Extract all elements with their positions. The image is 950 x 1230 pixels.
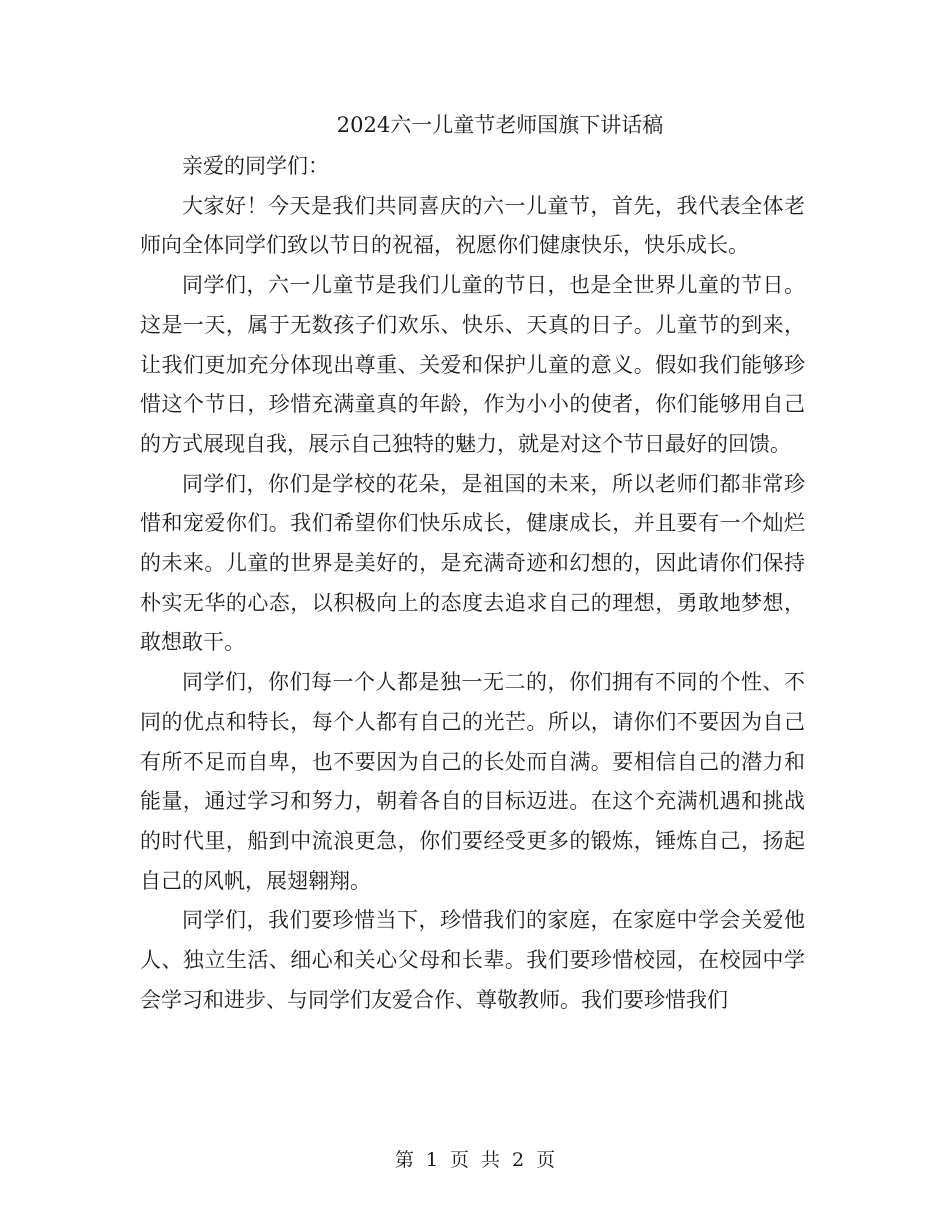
page-footer: 第 1 页 共 2 页 bbox=[394, 1149, 556, 1171]
salutation: 亲爱的同学们： bbox=[182, 154, 329, 178]
paragraph: 同学们，六一儿童节是我们儿童的节日，也是全世界儿童的节日。这是一天，属于无数孩子们欢乐、快乐、天真的日子。儿童节的到来，让我们更加充分体现出尊重、关爱和保护儿童的意义。假如我们能够珍惜这个节日，珍惜充满童真的年龄，作为小小的使者，你们能够用自己的方式展现自我，展示自己独特的魅力，就是对这个节日最好的回馈。 bbox=[140, 273, 805, 456]
document-title: 2024六一儿童节老师国旗下讲话稿 bbox=[336, 113, 664, 137]
paragraph: 同学们，你们每一个人都是独一无二的，你们拥有不同的个性、不同的优点和特长，每个人都有自己的光芒。所以，请你们不要因为自己有所不足而自卑，也不要因为自己的长处而自满。要相信自己的潜力和能量，通过学习和努力，朝着各自的目标迈进。在这个充满机遇和挑战的时代里，船到中流浪更急，你们要经受更多的锻炼，锤炼自己，扬起自己的风帆，展翅翱翔。 bbox=[140, 670, 805, 893]
paragraph: 大家好！今天是我们共同喜庆的六一儿童节，首先，我代表全体老师向全体同学们致以节日的祝福，祝愿你们健康快乐，快乐成长。 bbox=[140, 193, 805, 258]
paragraph: 同学们，你们是学校的花朵，是祖国的未来，所以老师们都非常珍惜和宠爱你们。我们希望你们快乐成长，健康成长，并且要有一个灿烂的未来。儿童的世界是美好的，是充满奇迹和幻想的，因此请你们保持朴实无华的心态，以积极向上的态度去追求自己的理想，勇敢地梦想，敢想敢干。 bbox=[140, 471, 805, 655]
document-body bbox=[140, 147, 805, 1020]
paragraph: 同学们，我们要珍惜当下，珍惜我们的家庭，在家庭中学会关爱他人、独立生活、细心和关心父母和长辈。我们要珍惜校园，在校园中学会学习和进步、与同学们友爱合作、尊敬教师。我们要珍惜我们 bbox=[140, 908, 805, 1012]
